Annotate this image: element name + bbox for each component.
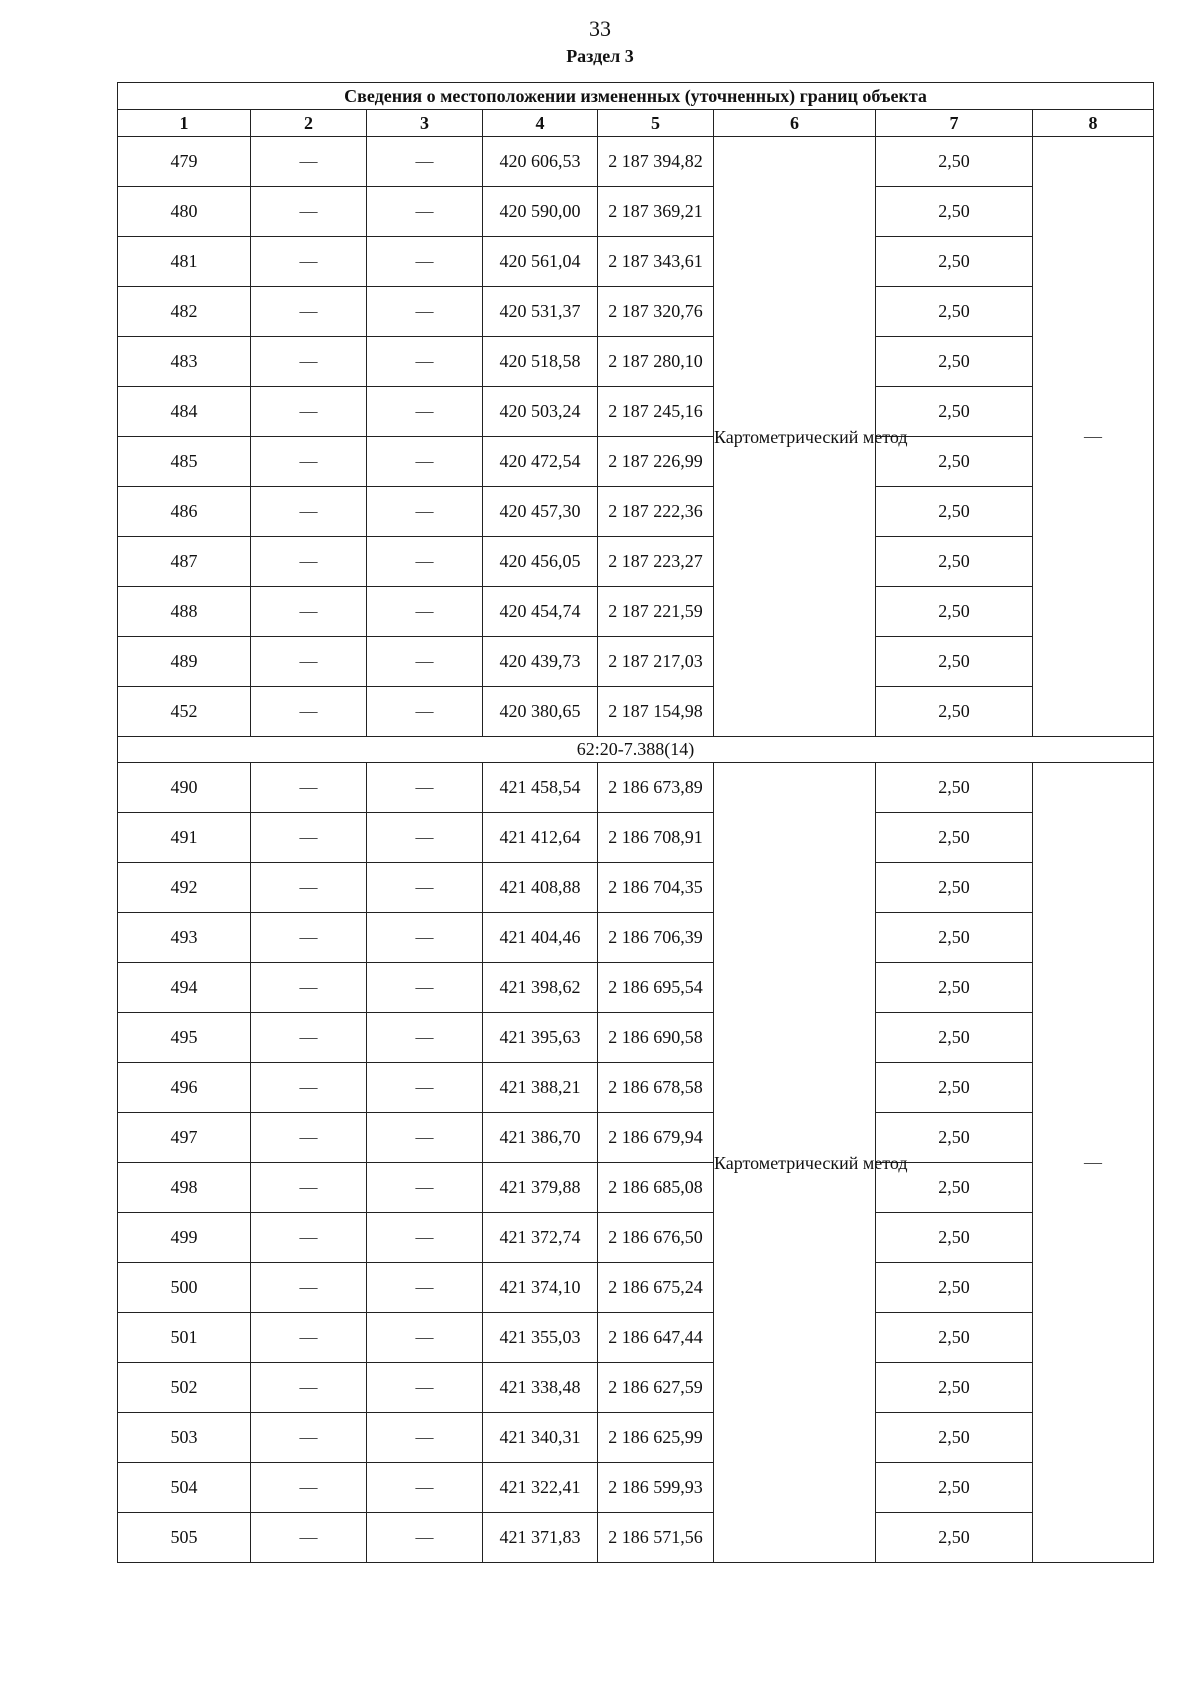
table-row xyxy=(118,1163,1154,1213)
y-coordinate: 2 187 222,36 xyxy=(598,487,714,537)
y-coordinate: 2 186 571,56 xyxy=(598,1513,714,1563)
y-coordinate: 2 187 226,99 xyxy=(598,437,714,487)
column-header: 6 xyxy=(714,110,876,137)
accuracy-value: 2,50 xyxy=(876,1313,1033,1363)
x-coordinate: 421 322,41 xyxy=(483,1463,598,1513)
y-coordinate: 2 187 223,27 xyxy=(598,537,714,587)
x-coordinate: 420 590,00 xyxy=(483,187,598,237)
point-number: 492 xyxy=(118,863,251,913)
y-coordinate: 2 186 627,59 xyxy=(598,1363,714,1413)
table-row xyxy=(118,287,1154,337)
col3-value: — xyxy=(367,763,483,813)
method-cell: Картометрический метод xyxy=(714,763,876,1563)
table-row xyxy=(118,237,1154,287)
table-row xyxy=(118,813,1154,863)
point-number: 502 xyxy=(118,1363,251,1413)
col2-value: — xyxy=(251,1313,367,1363)
table-row xyxy=(118,1213,1154,1263)
accuracy-value: 2,50 xyxy=(876,687,1033,737)
y-coordinate: 2 186 675,24 xyxy=(598,1263,714,1313)
y-coordinate: 2 187 394,82 xyxy=(598,137,714,187)
col3-value: — xyxy=(367,687,483,737)
accuracy-value: 2,50 xyxy=(876,1363,1033,1413)
accuracy-value: 2,50 xyxy=(876,813,1033,863)
col3-value: — xyxy=(367,1013,483,1063)
table-title: Сведения о местоположении измененных (уточненных) границ объекта xyxy=(118,83,1154,110)
col3-value: — xyxy=(367,1163,483,1213)
col3-value: — xyxy=(367,587,483,637)
accuracy-value: 2,50 xyxy=(876,1113,1033,1163)
point-number: 484 xyxy=(118,387,251,437)
table-row xyxy=(118,1463,1154,1513)
point-number: 495 xyxy=(118,1013,251,1063)
col3-value: — xyxy=(367,437,483,487)
point-number: 487 xyxy=(118,537,251,587)
table-row xyxy=(118,637,1154,687)
table-row xyxy=(118,387,1154,437)
col2-value: — xyxy=(251,687,367,737)
col2-value: — xyxy=(251,963,367,1013)
accuracy-value: 2,50 xyxy=(876,437,1033,487)
col3-value: — xyxy=(367,913,483,963)
y-coordinate: 2 186 673,89 xyxy=(598,763,714,813)
accuracy-value: 2,50 xyxy=(876,287,1033,337)
accuracy-value: 2,50 xyxy=(876,637,1033,687)
point-number: 500 xyxy=(118,1263,251,1313)
point-number: 493 xyxy=(118,913,251,963)
accuracy-value: 2,50 xyxy=(876,187,1033,237)
col3-value: — xyxy=(367,137,483,187)
col3-value: — xyxy=(367,187,483,237)
table-row xyxy=(118,137,1154,187)
x-coordinate: 420 518,58 xyxy=(483,337,598,387)
accuracy-value: 2,50 xyxy=(876,1213,1033,1263)
col2-value: — xyxy=(251,337,367,387)
x-coordinate: 420 606,53 xyxy=(483,137,598,187)
x-coordinate: 421 340,31 xyxy=(483,1413,598,1463)
y-coordinate: 2 186 690,58 xyxy=(598,1013,714,1063)
accuracy-value: 2,50 xyxy=(876,763,1033,813)
x-coordinate: 420 439,73 xyxy=(483,637,598,687)
table-row xyxy=(118,187,1154,237)
y-coordinate: 2 186 625,99 xyxy=(598,1413,714,1463)
col3-value: — xyxy=(367,1113,483,1163)
y-coordinate: 2 186 706,39 xyxy=(598,913,714,963)
col8-value: — xyxy=(1033,137,1154,737)
table-row xyxy=(118,863,1154,913)
y-coordinate: 2 186 685,08 xyxy=(598,1163,714,1213)
col2-value: — xyxy=(251,1513,367,1563)
y-coordinate: 2 186 695,54 xyxy=(598,963,714,1013)
x-coordinate: 421 379,88 xyxy=(483,1163,598,1213)
accuracy-value: 2,50 xyxy=(876,1063,1033,1113)
col2-value: — xyxy=(251,1063,367,1113)
y-coordinate: 2 187 280,10 xyxy=(598,337,714,387)
table-row xyxy=(118,1363,1154,1413)
x-coordinate: 420 454,74 xyxy=(483,587,598,637)
x-coordinate: 420 380,65 xyxy=(483,687,598,737)
col3-value: — xyxy=(367,637,483,687)
accuracy-value: 2,50 xyxy=(876,487,1033,537)
table-title-row xyxy=(118,83,1154,110)
accuracy-value: 2,50 xyxy=(876,863,1033,913)
y-coordinate: 2 186 676,50 xyxy=(598,1213,714,1263)
x-coordinate: 421 388,21 xyxy=(483,1063,598,1113)
coordinates-table xyxy=(117,82,1154,1563)
accuracy-value: 2,50 xyxy=(876,1463,1033,1513)
col3-value: — xyxy=(367,537,483,587)
col3-value: — xyxy=(367,1263,483,1313)
table-row xyxy=(118,687,1154,737)
object-label-row xyxy=(118,737,1154,763)
column-header: 2 xyxy=(251,110,367,137)
column-header: 4 xyxy=(483,110,598,137)
method-cell: Картометрический метод xyxy=(714,137,876,737)
point-number: 491 xyxy=(118,813,251,863)
accuracy-value: 2,50 xyxy=(876,387,1033,437)
col2-value: — xyxy=(251,1163,367,1213)
col2-value: — xyxy=(251,1113,367,1163)
accuracy-value: 2,50 xyxy=(876,913,1033,963)
point-number: 497 xyxy=(118,1113,251,1163)
column-header-row xyxy=(118,110,1154,137)
accuracy-value: 2,50 xyxy=(876,1413,1033,1463)
x-coordinate: 421 355,03 xyxy=(483,1313,598,1363)
x-coordinate: 421 398,62 xyxy=(483,963,598,1013)
table-row xyxy=(118,537,1154,587)
point-number: 489 xyxy=(118,637,251,687)
table-row xyxy=(118,1513,1154,1563)
col2-value: — xyxy=(251,387,367,437)
table-row xyxy=(118,1013,1154,1063)
col2-value: — xyxy=(251,763,367,813)
point-number: 485 xyxy=(118,437,251,487)
y-coordinate: 2 187 221,59 xyxy=(598,587,714,637)
y-coordinate: 2 187 245,16 xyxy=(598,387,714,437)
x-coordinate: 420 472,54 xyxy=(483,437,598,487)
table-row xyxy=(118,1313,1154,1363)
table-row xyxy=(118,337,1154,387)
point-number: 503 xyxy=(118,1413,251,1463)
point-number: 482 xyxy=(118,287,251,337)
y-coordinate: 2 186 647,44 xyxy=(598,1313,714,1363)
col3-value: — xyxy=(367,337,483,387)
point-number: 501 xyxy=(118,1313,251,1363)
table-row xyxy=(118,1263,1154,1313)
col3-value: — xyxy=(367,237,483,287)
x-coordinate: 421 386,70 xyxy=(483,1113,598,1163)
col3-value: — xyxy=(367,1363,483,1413)
column-header: 1 xyxy=(118,110,251,137)
x-coordinate: 421 374,10 xyxy=(483,1263,598,1313)
col3-value: — xyxy=(367,1513,483,1563)
point-number: 494 xyxy=(118,963,251,1013)
point-number: 483 xyxy=(118,337,251,387)
x-coordinate: 420 503,24 xyxy=(483,387,598,437)
col2-value: — xyxy=(251,813,367,863)
col3-value: — xyxy=(367,1463,483,1513)
col3-value: — xyxy=(367,1063,483,1113)
column-header: 8 xyxy=(1033,110,1154,137)
point-number: 499 xyxy=(118,1213,251,1263)
section-title: Раздел 3 xyxy=(566,46,634,66)
column-header: 5 xyxy=(598,110,714,137)
x-coordinate: 421 404,46 xyxy=(483,913,598,963)
table-row xyxy=(118,763,1154,813)
col2-value: — xyxy=(251,913,367,963)
point-number: 479 xyxy=(118,137,251,187)
col2-value: — xyxy=(251,1463,367,1513)
x-coordinate: 421 338,48 xyxy=(483,1363,598,1413)
col2-value: — xyxy=(251,587,367,637)
col8-value: — xyxy=(1033,763,1154,1563)
col2-value: — xyxy=(251,537,367,587)
table-row xyxy=(118,1063,1154,1113)
accuracy-value: 2,50 xyxy=(876,1163,1033,1213)
col3-value: — xyxy=(367,287,483,337)
col3-value: — xyxy=(367,1413,483,1463)
point-number: 504 xyxy=(118,1463,251,1513)
y-coordinate: 2 187 369,21 xyxy=(598,187,714,237)
table-row xyxy=(118,963,1154,1013)
point-number: 488 xyxy=(118,587,251,637)
col3-value: — xyxy=(367,963,483,1013)
point-number: 452 xyxy=(118,687,251,737)
x-coordinate: 420 561,04 xyxy=(483,237,598,287)
x-coordinate: 421 372,74 xyxy=(483,1213,598,1263)
point-number: 505 xyxy=(118,1513,251,1563)
col2-value: — xyxy=(251,437,367,487)
col3-value: — xyxy=(367,387,483,437)
col3-value: — xyxy=(367,863,483,913)
page-number: 33 xyxy=(589,16,611,41)
x-coordinate: 420 456,05 xyxy=(483,537,598,587)
x-coordinate: 421 458,54 xyxy=(483,763,598,813)
accuracy-value: 2,50 xyxy=(876,1263,1033,1313)
x-coordinate: 421 395,63 xyxy=(483,1013,598,1063)
point-number: 490 xyxy=(118,763,251,813)
object-label: 62:20-7.388(14) xyxy=(118,737,1154,763)
col2-value: — xyxy=(251,1213,367,1263)
x-coordinate: 420 531,37 xyxy=(483,287,598,337)
y-coordinate: 2 186 678,58 xyxy=(598,1063,714,1113)
accuracy-value: 2,50 xyxy=(876,587,1033,637)
table-row xyxy=(118,437,1154,487)
y-coordinate: 2 187 343,61 xyxy=(598,237,714,287)
col3-value: — xyxy=(367,813,483,863)
col3-value: — xyxy=(367,487,483,537)
col2-value: — xyxy=(251,1363,367,1413)
col2-value: — xyxy=(251,863,367,913)
column-header: 3 xyxy=(367,110,483,137)
y-coordinate: 2 186 679,94 xyxy=(598,1113,714,1163)
y-coordinate: 2 186 599,93 xyxy=(598,1463,714,1513)
col3-value: — xyxy=(367,1213,483,1263)
column-header: 7 xyxy=(876,110,1033,137)
accuracy-value: 2,50 xyxy=(876,237,1033,287)
x-coordinate: 421 371,83 xyxy=(483,1513,598,1563)
accuracy-value: 2,50 xyxy=(876,963,1033,1013)
col2-value: — xyxy=(251,187,367,237)
col2-value: — xyxy=(251,1263,367,1313)
y-coordinate: 2 187 217,03 xyxy=(598,637,714,687)
y-coordinate: 2 187 154,98 xyxy=(598,687,714,737)
table-row xyxy=(118,587,1154,637)
col2-value: — xyxy=(251,237,367,287)
accuracy-value: 2,50 xyxy=(876,137,1033,187)
col2-value: — xyxy=(251,1413,367,1463)
col2-value: — xyxy=(251,137,367,187)
table-body xyxy=(118,137,1154,1563)
y-coordinate: 2 186 708,91 xyxy=(598,813,714,863)
table-row xyxy=(118,1113,1154,1163)
accuracy-value: 2,50 xyxy=(876,537,1033,587)
accuracy-value: 2,50 xyxy=(876,337,1033,387)
point-number: 496 xyxy=(118,1063,251,1113)
point-number: 498 xyxy=(118,1163,251,1213)
x-coordinate: 421 412,64 xyxy=(483,813,598,863)
col3-value: — xyxy=(367,1313,483,1363)
accuracy-value: 2,50 xyxy=(876,1513,1033,1563)
y-coordinate: 2 187 320,76 xyxy=(598,287,714,337)
x-coordinate: 420 457,30 xyxy=(483,487,598,537)
point-number: 480 xyxy=(118,187,251,237)
point-number: 481 xyxy=(118,237,251,287)
y-coordinate: 2 186 704,35 xyxy=(598,863,714,913)
table-row xyxy=(118,913,1154,963)
col2-value: — xyxy=(251,487,367,537)
col2-value: — xyxy=(251,1013,367,1063)
accuracy-value: 2,50 xyxy=(876,1013,1033,1063)
table-row xyxy=(118,487,1154,537)
table-row xyxy=(118,1413,1154,1463)
col2-value: — xyxy=(251,287,367,337)
point-number: 486 xyxy=(118,487,251,537)
col2-value: — xyxy=(251,637,367,687)
x-coordinate: 421 408,88 xyxy=(483,863,598,913)
